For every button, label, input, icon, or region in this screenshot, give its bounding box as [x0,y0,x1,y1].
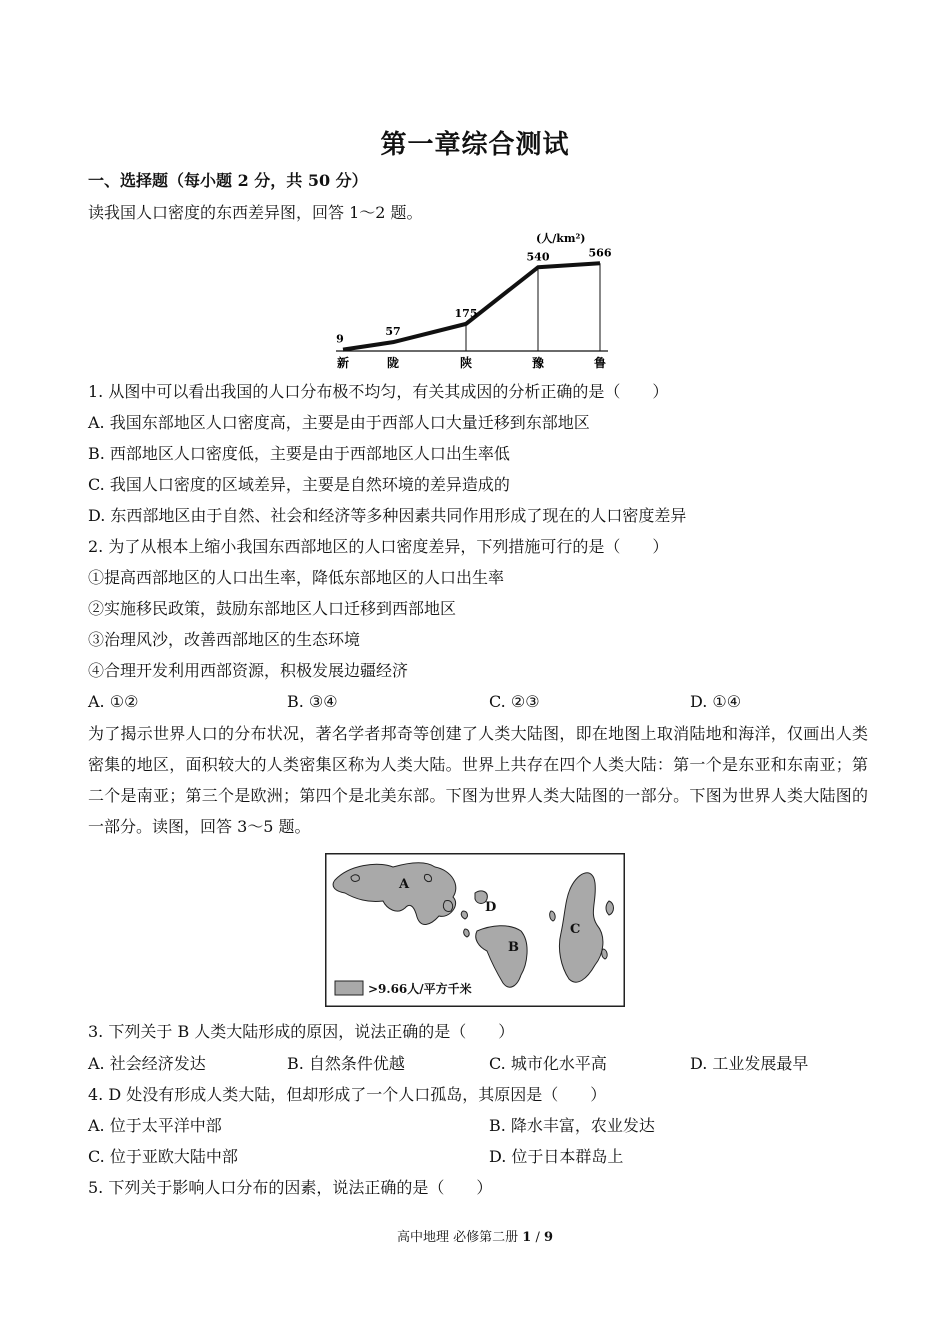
population-density-chart [328,226,628,374]
intro-2: 为了揭示世界人口的分布状况，著名学者邦奇等创建了人类大陆图，即在地图上取消陆地和海洋，仅画出人类密集的地区，面积较大的人类密集区称为人类大陆。世界上共存在四个人类大陆：第一个是东亚和东南亚；第二个是南亚；第三个是欧洲；第四个是北美东部。下图为世界人类大陆图的一部分。下图为世界人类大陆图的一部分。读图，回答 3～5 题。 [88,724,868,836]
q2-item-4: ④合理开发利用西部资源，积极发展边疆经济 [88,661,409,680]
section-heading: 一、选择题（每小题 2 分，共 50 分） [88,171,368,190]
q4-stem: 4. D 处没有形成人类大陆，但却形成了一个人口孤岛，其原因是（ ） [88,1085,607,1104]
q3-stem: 3. 下列关于 B 人类大陆形成的原因，说法正确的是（ ） [88,1022,515,1041]
q3-option-d: D. 工业发展最早 [690,1054,809,1073]
page-title: 第一章综合测试 [380,130,570,160]
footer-page-number: 1 [522,1230,532,1245]
chart-unit-label: (人/km²) [536,232,586,245]
q4-option-c: C. 位于亚欧大陆中部 [88,1147,238,1166]
q2-stem: 2. 为了从根本上缩小我国东西部地区的人口密度差异，下列措施可行的是（ ） [88,537,669,556]
chart-data-label: 9 [336,332,344,346]
footer-separator: / [535,1230,540,1245]
footer-text: 高中地理 必修第二册 [396,1230,519,1245]
q1-option-a: A. 我国东部地区人口密度高，主要是由于西部人口大量迁移到东部地区 [88,413,590,432]
q2-option-a: A. ①② [88,692,139,711]
q5-stem: 5. 下列关于影响人口分布的因素，说法正确的是（ ） [88,1178,493,1197]
map-label-d: D [485,900,497,915]
page-footer [0,1226,950,1245]
q4-option-d: D. 位于日本群岛上 [489,1147,624,1166]
q1-option-c: C. 我国人口密度的区域差异，主要是自然环境的差异造成的 [88,475,510,494]
q3-option-c: C. 城市化水平高 [489,1054,607,1073]
chart-category-label: 陇 [386,356,400,370]
chart-data-label: 540 [526,250,550,264]
q2-item-2: ②实施移民政策，鼓励东部地区人口迁移到西部地区 [88,599,457,618]
chart-category-label: 豫 [531,356,545,370]
chart-data-label: 566 [588,246,612,260]
footer-page-total: 9 [543,1230,554,1245]
map-label-a: A [399,877,410,892]
q1-option-b: B. 西部地区人口密度低，主要是由于西部地区人口出生率低 [88,444,510,463]
q2-option-d: D. ①④ [690,692,742,711]
chart-category-label: 新 [336,356,350,370]
intro-1: 读我国人口密度的东西差异图，回答 1～2 题。 [88,203,423,222]
chart-data-label: 57 [385,325,401,339]
human-continent-map [325,853,625,1007]
map-legend-swatch [335,981,363,995]
q4-option-a: A. 位于太平洋中部 [88,1116,222,1135]
q1-option-d: D. 东西部地区由于自然、社会和经济等多种因素共同作用形成了现在的人口密度差异 [88,506,687,525]
map-label-c: C [570,922,581,937]
q3-option-a: A. 社会经济发达 [88,1054,206,1073]
q2-item-1: ①提高西部地区的人口出生率，降低东部地区的人口出生率 [88,568,505,587]
map-legend-label: >9.66人/平方千米 [368,982,472,996]
chart-data-label: 175 [454,306,478,320]
map-label-b: B [508,940,519,955]
chart-category-label: 陕 [459,356,473,370]
q2-option-c: C. ②③ [489,692,540,711]
q3-option-b: B. 自然条件优越 [287,1054,405,1073]
q2-option-b: B. ③④ [287,692,338,711]
q2-item-3: ③治理风沙，改善西部地区的生态环境 [88,630,361,649]
q4-option-b: B. 降水丰富，农业发达 [489,1116,655,1135]
q1-stem: 1. 从图中可以看出我国的人口分布极不均匀，有关其成因的分析正确的是（ ） [88,382,669,401]
chart-category-label: 鲁 [593,356,607,370]
